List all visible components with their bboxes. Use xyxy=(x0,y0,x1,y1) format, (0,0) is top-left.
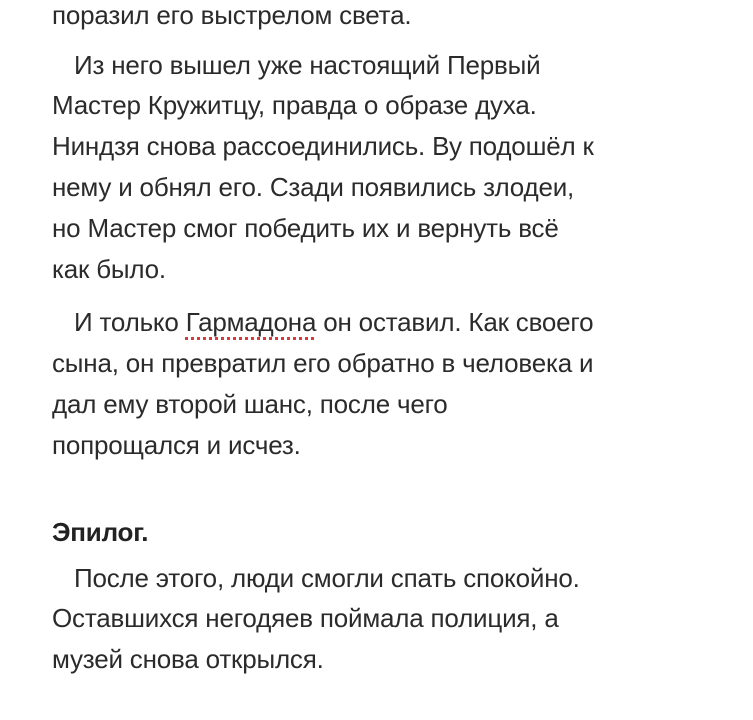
text-line: нему и обнял его. Сзади появились злодеи, xyxy=(52,172,575,202)
epilogue-heading: Эпилог. xyxy=(52,517,149,547)
text-line: Мастер Кружитцу, правда о образе духа. xyxy=(52,90,537,120)
text-segment: И только xyxy=(74,307,186,337)
text-line: Ниндзя снова рассоединились. Ву подошёл к xyxy=(52,131,594,161)
text-line xyxy=(74,307,593,337)
text-line: После этого, люди смогли спать спокойно. xyxy=(74,563,580,593)
misspelled-word[interactable]: Гармадона xyxy=(185,307,317,337)
text-segment: он оставил. Как своего xyxy=(316,307,594,337)
text-line: Из него вышел уже настоящий Первый xyxy=(74,50,541,80)
text-line: сына, он превратил его обратно в человека и xyxy=(52,348,594,378)
text-line: Оставшихся негодяев поймала полиция, а xyxy=(52,603,559,633)
text-line: музей снова открылся. xyxy=(52,644,324,674)
text-line: дал ему второй шанс, после чего xyxy=(52,389,448,419)
text-line: попрощался и исчез. xyxy=(52,430,301,460)
text-line: но Мастер смог победить их и вернуть всё xyxy=(52,213,559,243)
text-line: поразил его выстрелом света. xyxy=(52,0,412,30)
text-line: как было. xyxy=(52,254,166,284)
